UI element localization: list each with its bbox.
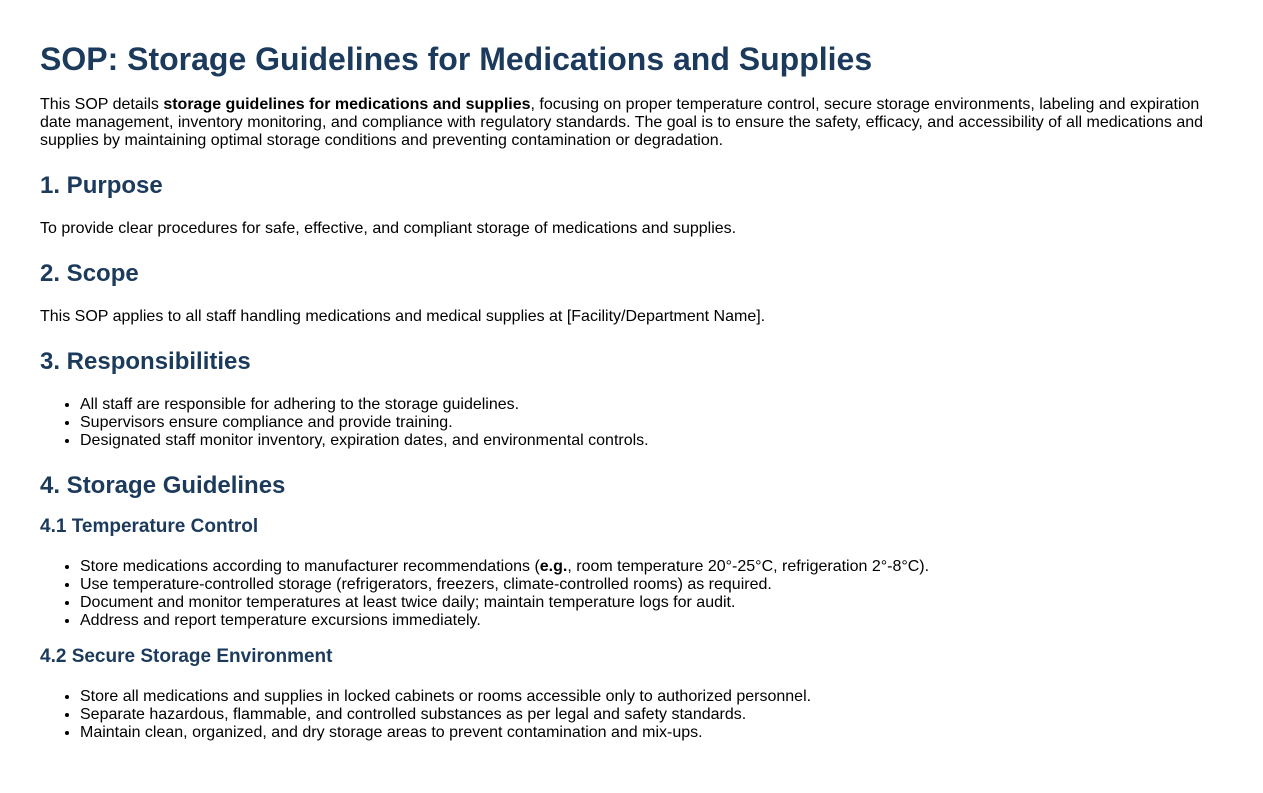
item-bold: e.g. xyxy=(539,558,568,575)
item-prefix: Store medications according to manufacturer recommendations ( xyxy=(80,558,540,575)
list-item: • Designated staff monitor inventory, expiration dates, and environmental controls. xyxy=(80,432,1223,450)
list-item: • Separate hazardous, flammable, and controlled substances as per legal and safety standards. xyxy=(80,706,1223,724)
list-item: • Supervisors ensure compliance and provide training. xyxy=(80,414,1223,432)
list-item: • Store all medications and supplies in locked cabinets or rooms accessible only to authorized personnel. xyxy=(80,688,1223,706)
temperature-control-list xyxy=(40,558,1223,630)
intro-bold: storage guidelines for medications and supplies xyxy=(163,96,531,113)
secure-storage-list xyxy=(40,688,1223,742)
storage-guidelines-heading: 4. Storage Guidelines xyxy=(40,472,286,499)
temperature-control-heading: 4.1 Temperature Control xyxy=(40,516,259,537)
list-item: • Maintain clean, organized, and dry storage areas to prevent contamination and mix-ups. xyxy=(80,724,1223,742)
list-item: • Address and report temperature excursions immediately. xyxy=(80,612,1223,630)
secure-storage-heading: 4.2 Secure Storage Environment xyxy=(40,646,333,667)
intro-suffix: , focusing on proper temperature control, secure storage environments, labeling and expiration date management, inventory monitoring, and compliance with regulatory standards. The goal is to ensure the safety, efficacy, and accessibility of all medications and supplies by maintaining optimal storage conditions and preventing contamination or degradation. xyxy=(40,96,1204,149)
list-item: • Use temperature-controlled storage (refrigerators, freezers, climate-controlled rooms) as required. xyxy=(80,576,1223,594)
purpose-heading: 1. Purpose xyxy=(40,172,163,199)
list-item: • All staff are responsible for adhering to the storage guidelines. xyxy=(80,396,1223,414)
purpose-text: To provide clear procedures for safe, effective, and compliant storage of medications and supplies. xyxy=(40,220,737,237)
scope-text: This SOP applies to all staff handling medications and medical supplies at [Facility/Department Name]. xyxy=(40,308,766,325)
page-title: SOP: Storage Guidelines for Medications and Supplies xyxy=(40,41,873,77)
intro-paragraph xyxy=(40,96,1223,150)
responsibilities-heading: 3. Responsibilities xyxy=(40,348,251,375)
list-item: • Document and monitor temperatures at least twice daily; maintain temperature logs for audit. xyxy=(80,594,1223,612)
list-item xyxy=(80,558,1223,576)
intro-prefix: This SOP details xyxy=(40,96,164,113)
responsibilities-list xyxy=(40,396,1223,450)
item-suffix: , room temperature 20°-25°C, refrigeration 2°-8°C). xyxy=(567,558,930,575)
scope-heading: 2. Scope xyxy=(40,260,139,287)
